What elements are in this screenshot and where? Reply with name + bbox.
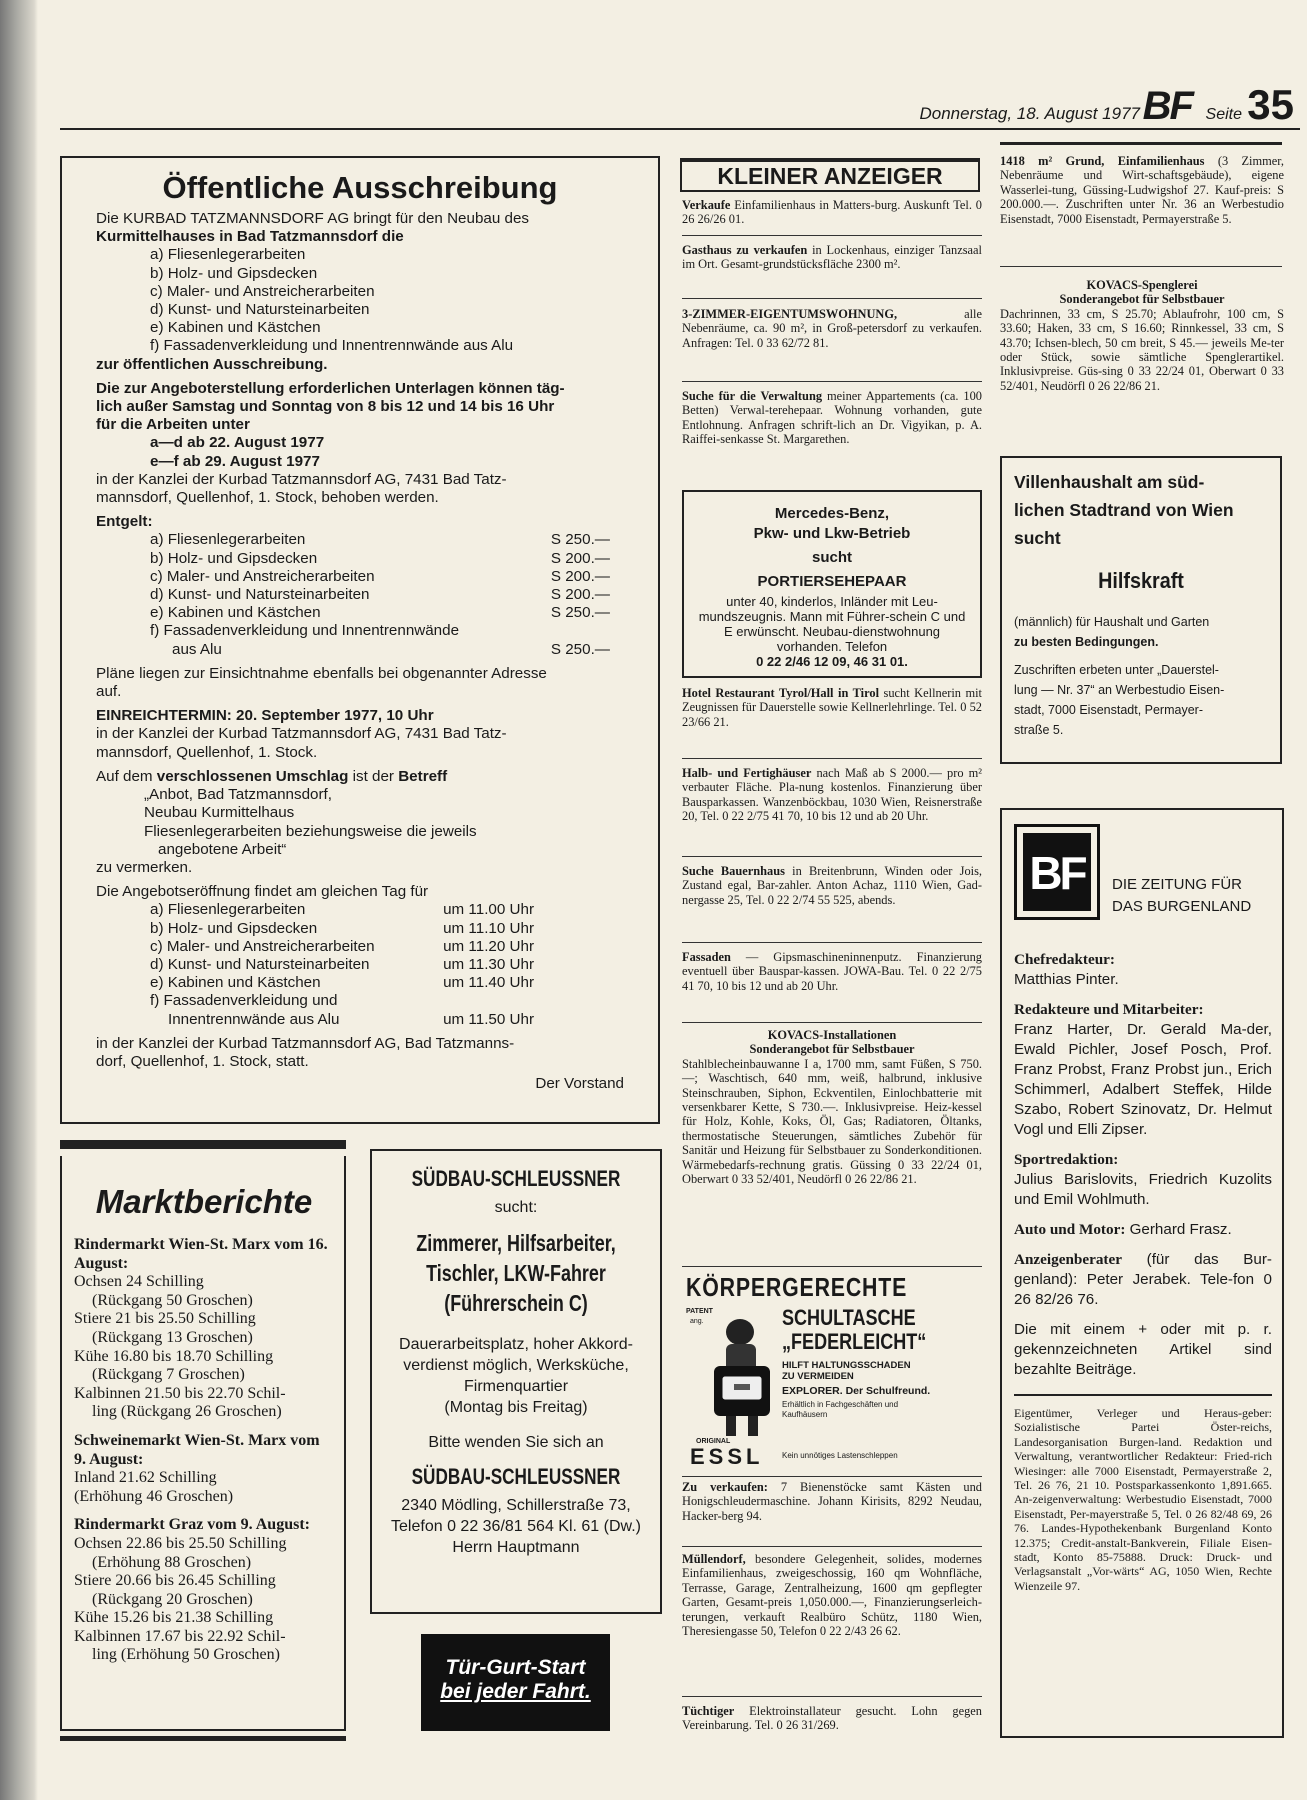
ad-divider: [682, 381, 982, 382]
ad-divider: [682, 942, 982, 943]
schoolbag-photo: [696, 1318, 782, 1440]
suedbau-text: Dauerarbeitsplatz, hoher Akkord- verdienst möglich, Werksküche, Firmenquartier (Montag bis Freitag): [399, 1336, 633, 1416]
villenhaushalt-ad: [1000, 456, 1282, 764]
eroeffnung-table: a) Fliesenlegerarbeiten um 11.00 Uhr b) Holz- und Gipsdecken um 11.10 Uhr c) Maler- und Anstreicherarbeiten um 11.20 Uhr d) Kunst- und Natursteinarbeiten um 11.30 Uhr e) Kabinen und Kästchen um 11.40 Uhr f) Fassadenverkleidung und Innentrennwände aus Alu um 11.50 Uhr: [150, 901, 534, 1028]
eroeffnung-text: Die Angebotseröffnung findet am gleichen Tag für: [96, 883, 429, 901]
issue-date: Donnerstag, 18. August 1977: [919, 104, 1140, 123]
mercedes-ad: Mercedes-Benz, Pkw- und Lkw-Betrieb sucht PORTIERSEHEPAAR unter 40, kinderlos, Inländer mit Leu-mundszeugnis. Mann mit Führer-schein C und E erwünscht. Neubau-dienstwohnung vorhanden. Telefon 0 22 2/46 12 09, 46 31 01.: [682, 490, 982, 678]
suedbau-name-2: SÜDBAU-SCHLEUSSNER: [411, 1464, 621, 1489]
work-list: a) Fliesenlegerarbeiten b) Holz- und Gipsdecken c) Maler- und Anstreicherarbeiten d) Kunst- und Natursteinarbeiten e) Kabinen und Kästchen f) Fassadenverkleidung und Innentrennwände aus Alu: [150, 246, 514, 355]
suedbau-name: SÜDBAU-SCHLEUSSNER: [411, 1166, 621, 1191]
ad-divider: [682, 1546, 982, 1547]
villa-title: Villenhaushalt am süd- lichen Stadtrand von Wien sucht: [1014, 472, 1234, 548]
bf-logo: BF: [1142, 84, 1192, 128]
page-header: [60, 81, 1300, 130]
betreff-text: „Anbot, Bad Tatzmannsdorf, Neubau Kurmittelhaus Fliesenlegerarbeiten beziehungsweise die jeweils angebotene Arbeit“: [144, 786, 477, 858]
marktberichte-box: [60, 1156, 346, 1731]
classified-ad: Tüchtiger Elektroinstallateur gesucht. Lohn gegen Vereinbarung. Tel. 0 26 31/269.: [682, 1704, 982, 1733]
suedbau-address: 2340 Mödling, Schillerstraße 73, Telefon 0 22 36/81 564 Kl. 61 (Dw.) Herrn Hauptmann: [391, 1497, 641, 1556]
classified-ad: Gasthaus zu verkaufen in Lockenhaus, einziger Tanzsaal im Ort. Gesamt-grundstücksfläche 2300 m².: [682, 243, 982, 272]
ad-divider: [682, 1022, 982, 1023]
seatbelt-slogan: Tür-Gurt-Start bei jeder Fahrt.: [421, 1634, 610, 1731]
classified-ad: 3-ZIMMER-EIGENTUMSWOHNUNG, alle Nebenräume, ca. 90 m², in Groß-petersdorf zu verkaufen. Anfragen: Tel. 0 33 62/72 81.: [682, 307, 982, 350]
markt-heading-3: Rindermarkt Graz vom 9. August:: [74, 1516, 310, 1534]
umschlag-text: Auf dem verschlossenen Umschlag ist der Betreff: [96, 767, 448, 785]
classified-ad: Verkaufe Einfamilienhaus in Matters-burg. Auskunft Tel. 0 26 26/26 01.: [682, 198, 982, 227]
kanzlei-text: in der Kanzlei der Kurbad Tatzmannsdorf AG, 7431 Bad Tatz- mannsdorf, Quellenhof, 1. Stock, behoben werden.: [96, 470, 507, 507]
ad-divider: [682, 1476, 982, 1477]
markt-title: Marktberichte: [95, 1183, 313, 1220]
villa-position: Hilfskraft: [1098, 568, 1184, 593]
suedbau-sucht: sucht:: [494, 1199, 538, 1216]
plaene-text: Pläne liegen zur Einsichtnahme ebenfalls bei obgenannter Adresse auf.: [96, 664, 547, 701]
ausschreibung-box: [60, 156, 660, 1124]
date-list: a—d ab 22. August 1977 e—f ab 29. August 1977: [150, 434, 325, 470]
schultasche-title: SCHULTASCHE „FEDERLEICHT“: [782, 1305, 927, 1354]
impressum-box: BF DIE ZEITUNG FÜR DAS BURGENLAND Chefredakteur: Matthias Pinter. Redakteure und Mitarbeiter: Franz Harter, Dr. Gerald Ma-der, Ewald Pichler, Josef Posch, Prof. Franz Probst, Franz Probst jun., Erich Schimmerl, Adalbert Steffek, Hilde Szabo, Robert Szinovatz, Dr. Helmut Vogl und Elli Zipser. Sportredaktion: Julius Barislovits, Friedrich Kuzolits und Emil Wohlmuth. Auto und Motor: Gerhard Frasz. Anzeigenberater (für das Bur-genland): Peter Jerabek. Tele-fon 0 26 82/26 76. Die mit einem + oder mit p. r. gekennzeichneten Artikel sind bezahlte Beiträge. Eigentümer, Verleger und Heraus-geber: Sozialistische Partei Öster-reichs, Landesorganisation Burgen-land. Redaktion und Verwaltung, verantwortlicher Redakteur: Fried-rich Wiesinger: alle 7000 Eisenstadt, Permayerstraße 2, Tel. 26 76, 21 10. Postsparkassenkonto 1,891.665. An-zeigenverwaltung: Werbestudio Eisenstadt, 7000 Eisenstadt, Per-mayerstraße 5, Tel. 0 26 82/48 69, 26 76. Landes-Hypothekenbank Burgenland Konto 12.375; Credit-anstalt-Bankverein, Filiale Eisen-stadt, Konto 85-75888. Druck: Druck- und Verlagsanstalt „Vor-wärts“ AG, 1050 Wien, Rechte Wienzeile 97.: [1000, 808, 1284, 1738]
ad-divider: [682, 235, 982, 236]
markt-list-2: Inland 21.62 Schilling (Erhöhung 46 Groschen): [74, 1469, 234, 1505]
suedbau-ad: [370, 1149, 662, 1614]
einreichtermin: EINREICHTERMIN: 20. September 1977, 10 Uhr: [96, 707, 434, 725]
ad-divider: [682, 758, 982, 759]
vorstand-signature: Der Vorstand: [535, 1075, 624, 1093]
markt-bottom-bar: [60, 1736, 346, 1741]
ad-divider: [1000, 266, 1282, 267]
markt-list-1: Ochsen 24 Schilling (Rückgang 50 Groschen) Stiere 21 bis 25.50 Schilling (Rückgang 13 Groschen) Kühe 16.80 bis 18.70 Schilling (Rückgang 7 Groschen) Kalbinnen 21.50 bis 22.70 Schil- ling (Rückgang 26 Groschen): [74, 1273, 286, 1421]
markt-heading-2: Schweinemarkt Wien-St. Marx vom 9. August:: [74, 1431, 320, 1468]
bf-masthead: BF DIE ZEITUNG FÜR DAS BURGENLAND: [1014, 824, 1272, 920]
classified-ad: Müllendorf, besondere Gelegenheit, solides, modernes Einfamilienhaus, zweigeschossig, 160 qm Wohnfläche, Terrasse, Garage, Zentralheizung, 1600 qm gepflegter Garten, Gesamt-preis 1,050.000.—, Finanzierungserleich-terungen, verkauft Realbüro Schütz, 1180 Wien, Theresiengasse 50, Telefon 0 22 2/43 26 62.: [682, 1552, 982, 1639]
ad-divider: [682, 298, 982, 299]
entgelt-label: Entgelt:: [96, 513, 153, 531]
essl-logo: ESSL: [690, 1444, 764, 1469]
ausschreibung-title: Öffentliche Ausschreibung: [162, 170, 558, 205]
ad-divider: [682, 1696, 982, 1697]
markt-heading-1: Rindermarkt Wien-St. Marx vom 16. August:: [74, 1236, 328, 1272]
markt-top-bar: [60, 1140, 346, 1149]
impressum-legal: Eigentümer, Verleger und Heraus-geber: Sozialistische Partei Öster-reichs, Landesorganisation Burgen-land. Redaktion und Verwaltung, verantwortlicher Redakteur: Fried-rich Wiesinger: alle 7000 Eisenstadt, Permayerstraße 2, Tel. 26 76, 21 10. Postsparkassenkonto 1,891.665. An-zeigenverwaltung: Werbestudio Eisenstadt, 7000 Eisenstadt, Per-mayerstraße 5, Tel. 0 26 82/48 69, 26 76. Landes-Hypothekenbank Burgenland Konto 12.375; Credit-anstalt-Bankverein, Filiale Eisen-stadt, Konto 85-75888. Druck: Druck- und Verlagsanstalt „Vor-wärts“ AG, 1050 Wien, Rechte Wienzeile 97.: [1014, 1406, 1272, 1593]
entgelt-table: a) Fliesenlegerarbeiten S 250.— b) Holz- und Gipsdecken S 200.— c) Maler- und Anstreicherarbeiten S 200.— d) Kunst- und Natursteinarbeiten S 200.— e) Kabinen und Kästchen S 250.— f) Fassadenverkleidung und Innentrennwände aus Alu S 250.—: [150, 531, 610, 658]
classified-ad: Suche für die Verwaltung meiner Appartements (ca. 100 Betten) Verwal-terehepaar. Wohnung vorhanden, gute Entlohnung. Anfragen schrift-lich an Dr. Vigyikan, p. A. Raiffei-senkasse St. Margarethen.: [682, 389, 982, 447]
grund-ad: 1418 m² Grund, Einfamilienhaus (3 Zimmer, Nebenräume und Wirt-schaftsgebäude), eigene Wasserlei-tung, Güssing-Ludwigshof 27. Kauf-preis: S 200.000.—. Zuschriften unter Nr. 36 an Werbestudio Eisenstadt, 7000 Eisenstadt, Permayerstraße 5.: [1000, 154, 1285, 226]
classified-ad: Suche Bauernhaus in Breitenbrunn, Winden oder Jois, Zustand egal, Bar-zahler. Anton Achaz, 1110 Wien, Gad-nergasse 25, Tel. 0 22 2/74 55 525, abends.: [682, 864, 983, 907]
ad-divider: [682, 856, 982, 857]
page-number: 35: [1247, 81, 1294, 128]
vermerken-text: zu vermerken.: [96, 858, 193, 876]
ad-divider: [682, 1266, 982, 1267]
schluss-text: in der Kanzlei der Kurbad Tatzmannsdorf AG, Bad Tatzmanns- dorf, Quellenhof, 1. Stock, statt.: [96, 1034, 515, 1070]
page-binding-shadow: [0, 0, 38, 1800]
col4-top-rule: [1000, 142, 1282, 145]
schultasche-ad: KÖRPERGERECHTE PATENT ang. SCHULTASCHE „FEDERLEICHT“ HILFT HALTUNGSSCHADEN ZU VERMEIDEN EXPLORER. Der Schulfreund. Erhältlich in Fachgeschäften und Kaufhäusern ORIGINAL ESSL Kein unnötiges Lastenschleppen: [686, 1272, 931, 1469]
suedbau-jobs: Zimmerer, Hilfsarbeiter, Tischler, LKW-Fahrer (Führerschein C): [416, 1230, 616, 1316]
kovacs-spenglerei-ad: KOVACS-Spenglerei Sonderangebot für Selbstbauer Dachrinnen, 33 cm, S 25.70; Ablaufrohr, 100 cm, S 33.60; Haken, 33 cm, S 16.60; Rinnkessel, 33 cm, S 43.70; Ichsen-blech, 50 cm breit, S 45.— jeweils Me-ter oder Stück, sowie sämtliche Spenglerartikel. Inklusivpreise. Güs-sing 0 33 22/24 01, Oberwart 0 33 52/401, Neudörfl 0 26 22/86 21.: [1000, 278, 1284, 393]
kovacs-installationen-ad: KOVACS-Installationen Sonderangebot für Selbstbauer Stahlblecheinbauwanne I a, 1700 mm, samt Füßen, S 750.—; Waschtisch, 640 mm, weiß, halbrund, inklusive Steinschrauben, Siphon, Eckventilen, Einlochbatterie mit versenkbarer Kette, S 730.—. Inklusivpreise. Heiz-kessel für Holz, Kohle, Koks, Öl, Gas; Radiatoren, Öltanks, thermostatische Steuerungen, sämtliches Zubehör für Sanitär und Heizung für Selbstbauer zu Sonderkonditionen. Wärmebedarfs-rechnung gratis. Güssing 0 33 22/24 01, Oberwart 0 33 52/401, Neudörfl 0 26 22/86 21.: [682, 1028, 982, 1187]
page-label: Seite: [1205, 106, 1242, 123]
kleiner-anzeiger-title: KLEINER ANZEIGER: [680, 158, 980, 192]
classified-ad: Fassaden — Gipsmaschineninnenputz. Finanzierung eventuell über Bauspar-kassen. JOWA-Bau. Tel. 0 22 2/75 41 70, 10 bis 12 und ab 20 Uhr.: [682, 950, 982, 993]
classified-ad: Halb- und Fertighäuser nach Maß ab S 2000.— pro m² verbauter Fläche. Pla-nung kostenlos. Finanzierung über Bausparkassen. Wanzenböckbau, 1030 Wien, Reisnerstraße 20, Tel. 0 22 2/75 41 70, 10 bis 12 und ab 20 Uhr.: [682, 766, 982, 824]
termin-text: in der Kanzlei der Kurbad Tatzmannsdorf AG, 7431 Bad Tatz- mannsdorf, Quellenhof, 1. Stock.: [96, 725, 507, 761]
schultasche-headline: KÖRPERGERECHTE: [686, 1272, 908, 1302]
suedbau-bitte: Bitte wenden Sie sich an: [428, 1434, 604, 1451]
header-rule: [60, 128, 1300, 130]
classified-ad: Zu verkaufen: 7 Bienenstöcke samt Kästen und Honigschleudermaschine. Johann Kirisits, 8292 Neudau, Hacker-berg 94.: [682, 1480, 982, 1523]
villa-text: (männlich) für Haushalt und Garten zu besten Bedingungen. Zuschriften erbeten unter „Dauerstel- lung — Nr. 37“ an Werbestudio Eisen- stadt, 7000 Eisenstadt, Permayer- straße 5.: [1014, 615, 1225, 737]
intro-end: zur öffentlichen Ausschreibung.: [96, 355, 328, 373]
bf-logo-box: BF: [1014, 824, 1100, 920]
markt-list-3: Ochsen 22.86 bis 25.50 Schilling (Erhöhung 88 Groschen) Stiere 20.66 bis 26.45 Schilling (Rückgang 20 Groschen) Kühe 15.26 bis 21.38 Schilling Kalbinnen 17.67 bis 22.92 Schil- ling (Erhöhung 50 Groschen): [74, 1534, 287, 1664]
classified-ad: Hotel Restaurant Tyrol/Hall in Tirol sucht Kellnerin mit Zeugnissen für Dauerstelle sowie Kellnerlehrlinge. Tel. 0 52 23/66 21.: [682, 686, 982, 729]
intro: Die KURBAD TATZMANNSDORF AG bringt für den Neubau des Kurmittelhauses in Bad Tatzmannsdorf die: [96, 210, 529, 246]
unterlagen-text: Die zur Angeboterstellung erforderlichen Unterlagen können täg- lich außer Samstag und Sonntag von 8 bis 12 und 14 bis 16 Uhr für die Arbeiten unter: [96, 379, 565, 434]
